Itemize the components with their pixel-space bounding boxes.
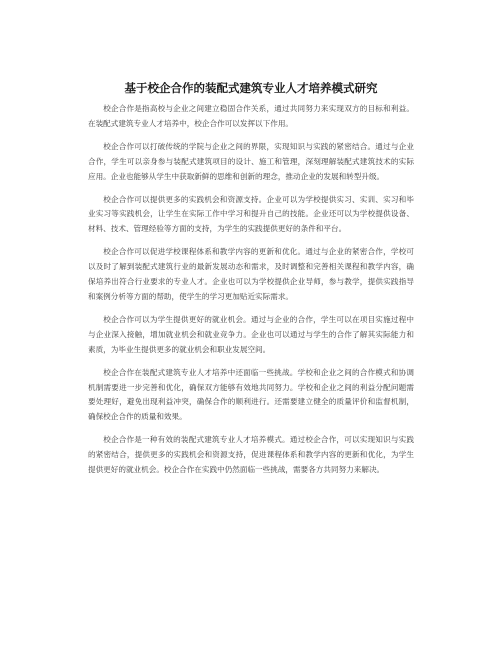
document-body	[88, 102, 414, 486]
paragraph-7: 校企合作是一种有效的装配式建筑专业人才培养模式。通过校企合作，可以实现知识与实践的紧密结合，提供更多的实践机会和资源支持，促进课程体系和教学内容的更新和优化，为学生提供更好的就业机会。校企合作在实践中仍然面临一些挑战，需要各方共同努力来解决。	[88, 435, 414, 475]
paragraph-4: 校企合作可以促进学校课程体系和教学内容的更新和优化。通过与企业的紧密合作，学校可以及时了解到装配式建筑行业的最新发展动态和需求，及时调整和完善相关课程和教学内容，确保培养出符合行业要求的专业人才。企业也可以为学校提供企业导师，参与教学，提供实践指导和案例分析等方面的帮助，使学生的学习更加贴近实际需求。	[88, 247, 414, 301]
paragraph-3: 校企合作可以提供更多的实践机会和资源支持。企业可以为学校提供实习、实训、实习和毕业实习等实践机会，让学生在实际工作中学习和提升自己的技能。企业还可以为学校提供设备、材料、技术、管理经验等方面的支持，为学生的实践提供更好的条件和平台。	[88, 194, 414, 234]
paragraph-5: 校企合作可以为学生提供更好的就业机会。通过与企业的合作，学生可以在项目实施过程中与企业深入接触，增加就业机会和就业竞争力。企业也可以通过与学生的合作了解其实际能力和素质，为毕业生提供更多的就业机会和职业发展空间。	[88, 314, 414, 354]
paragraph-2: 校企合作可以打破传统的学院与企业之间的界限，实现知识与实践的紧密结合。通过与企业合作，学生可以亲身参与装配式建筑项目的设计、施工和管理，深刻理解装配式建筑技术的实际应用。企业也能够从学生中获取新鲜的思维和创新的理念，推动企业的发展和转型升级。	[88, 141, 414, 181]
paragraph-1: 校企合作是指高校与企业之间建立稳固合作关系，通过共同努力来实现双方的目标和利益。在装配式建筑专业人才培养中，校企合作可以发挥以下作用。	[88, 104, 414, 128]
paragraph-6: 校企合作在装配式建筑专业人才培养中还面临一些挑战。学校和企业之间的合作模式和协调机制需要进一步完善和优化，确保双方能够有效地共同努力。学校和企业之间的利益分配问题需要处理好，避免出现利益冲突，确保合作的顺利进行。还需要建立健全的质量评价和监督机制，确保校企合作的质量和效果。	[88, 367, 414, 422]
document-title: 基于校企合作的装配式建筑专业人才培养模式研究	[124, 81, 378, 95]
